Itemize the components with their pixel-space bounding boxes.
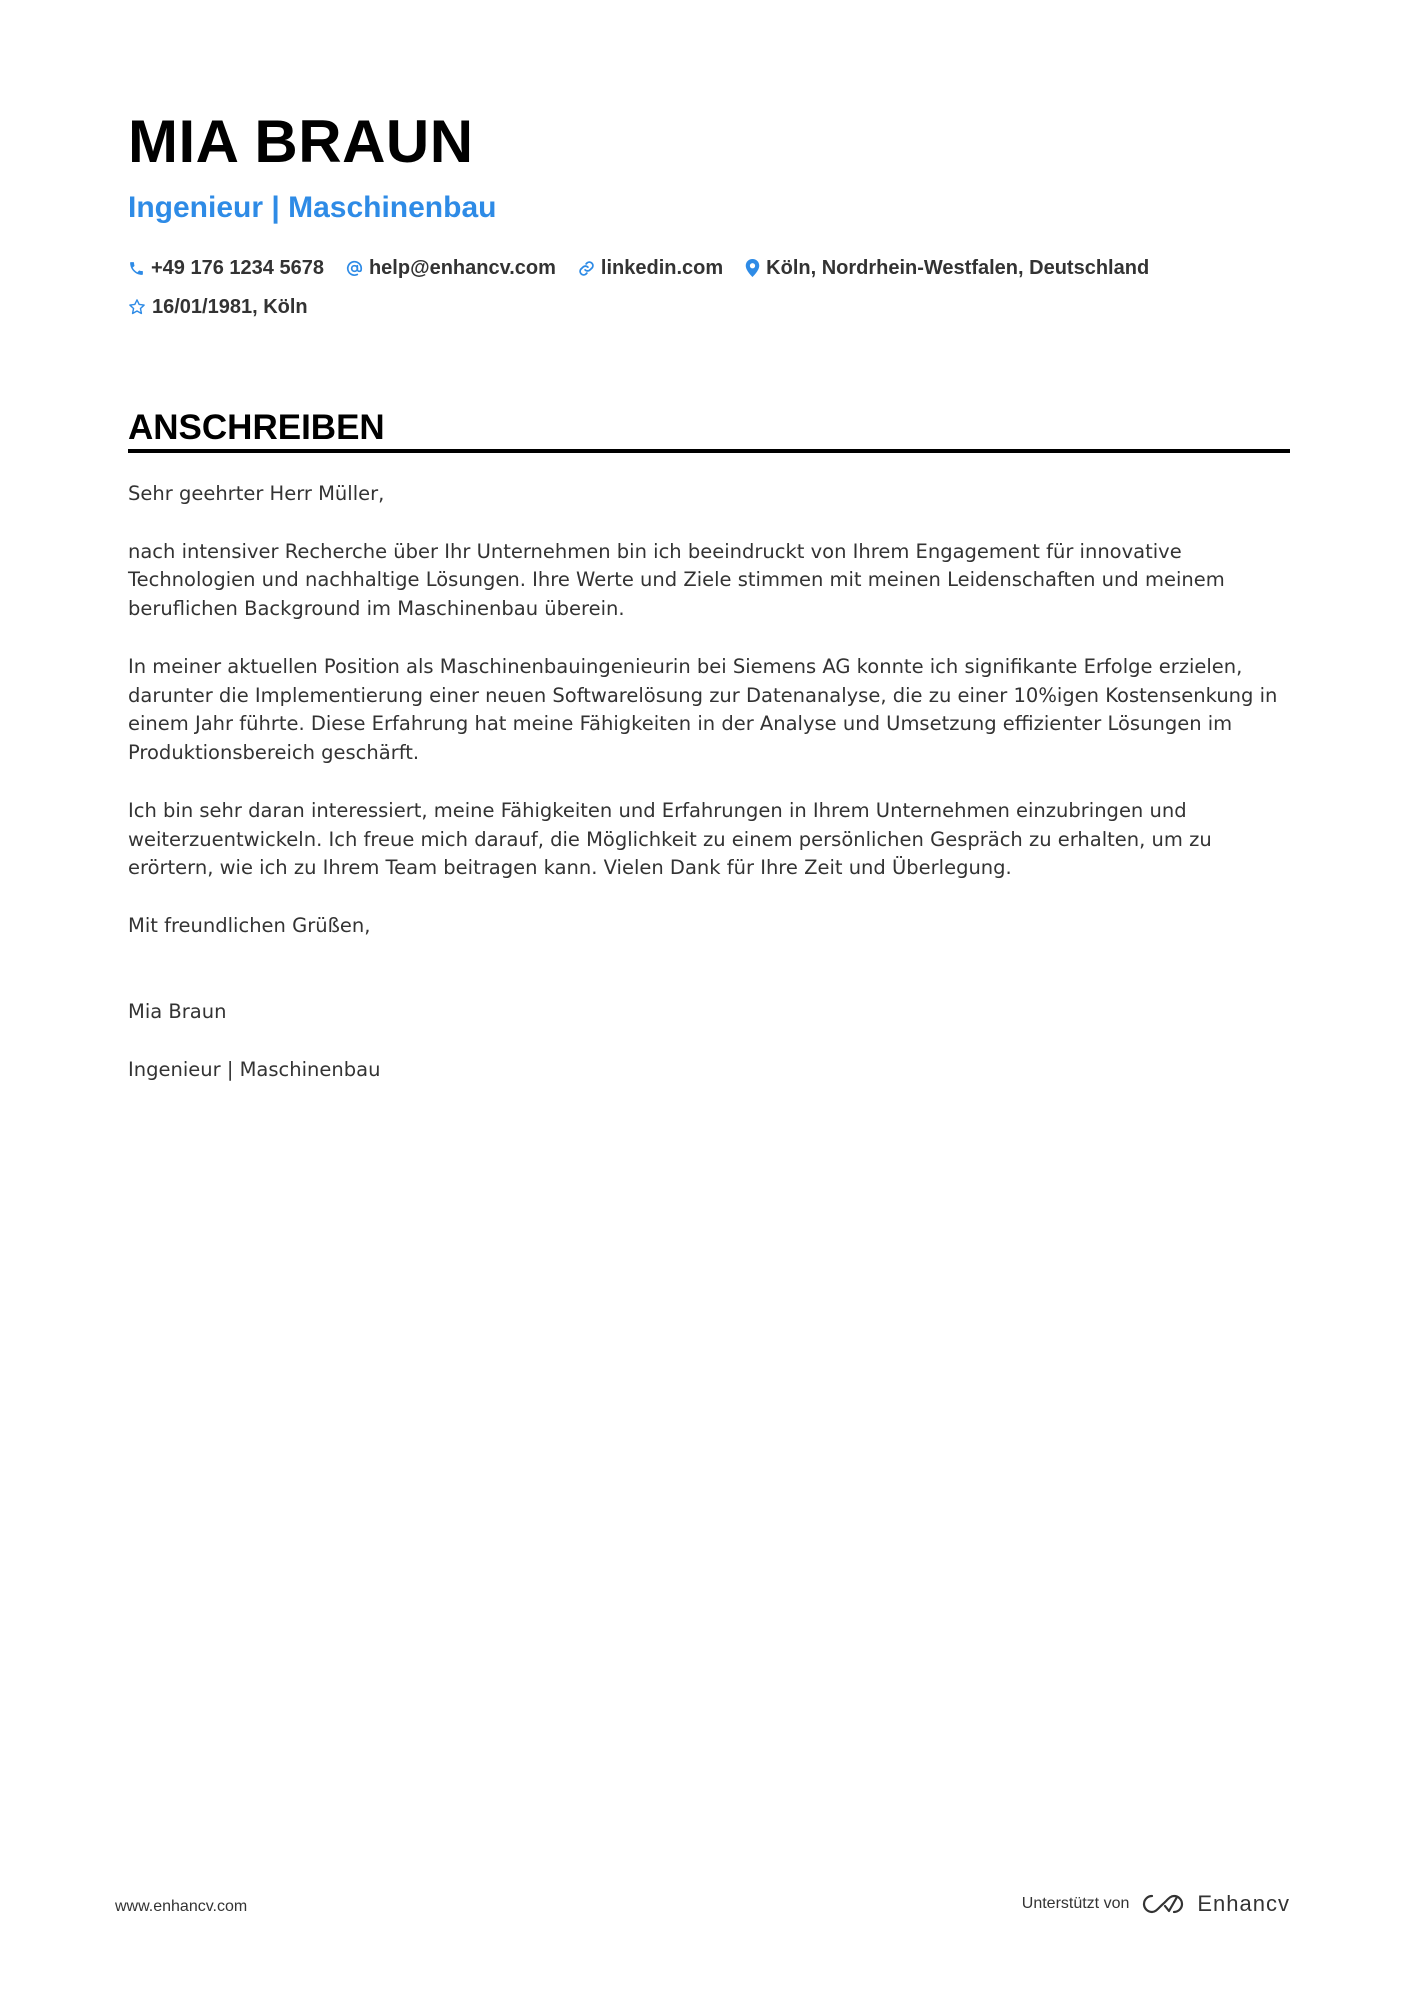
signature-title: Ingenieur | Maschinenbau [128,1057,381,1081]
contact-phone [128,257,324,280]
star-icon [128,298,146,316]
footer-url[interactable]: www.enhancv.com [115,1898,248,1915]
powered-by-label: Unterstützt von [1021,1895,1130,1912]
section-heading: ANSCHREIBEN [128,408,385,447]
signature-name: Mia Braun [128,1000,227,1024]
contact-email-text: help@enhancv.com [368,256,556,279]
powered-by[interactable] [1022,1891,1290,1917]
contact-email[interactable] [346,257,556,280]
letter-salutation: Sehr geehrter Herr Müller, [128,482,385,505]
contact-linkedin-text: linkedin.com [600,256,724,279]
applicant-name: MIA BRAUN [128,108,474,175]
contact-linkedin[interactable] [578,257,723,280]
contact-row [128,295,1290,319]
letter-paragraph: Ich bin sehr daran interessiert, meine Fähigkeiten und Erfahrungen in Ihrem Unternehmen einzubringen und weiterzuentwickeln. Ich freue mich darauf, die Möglichkeit zu einem persönlichen Gespräch zu erhalten, um zu erörtern, wie ich zu Ihrem Team beitragen kann. Vielen Dank für Ihre Zeit und Überlegung. [128,798,1212,880]
contact-location [745,257,1149,280]
contact-location-text: Köln, Nordrhein-Westfalen, Deutschland [766,256,1150,279]
letter-closing: Mit freundlichen Grüßen, [128,913,371,937]
letter-body [128,480,1290,1114]
location-pin-icon [745,259,760,277]
enhancv-logo-icon [1141,1893,1185,1915]
contact-birth-text: 16/01/1981, Köln [152,295,308,318]
letter-paragraph: nach intensiver Recherche über Ihr Unternehmen bin ich beeindruckt von Ihrem Engagement für innovative Technologien und nachhaltige Lösungen. Ihre Werte und Ziele stimmen mit meinen Leidenschaften und meinem beruflichen Background im Maschinenbau überein. [128,539,1225,621]
link-icon [578,260,595,277]
letter-paragraph: In meiner aktuellen Position als Maschinenbauingenieurin bei Siemens AG konnte ich signifikante Erfolge erzielen, darunter die Implementierung einer neuen Softwarelösung zur Datenanalyse, die zu einer 10%igen Kostensenkung in einem Jahr führte. Diese Erfahrung hat meine Fähigkeiten in der Analyse und Umsetzung effizienter Lösungen im Produktionsbereich geschärft. [128,654,1278,765]
phone-icon [128,260,145,277]
section-divider [128,449,1290,453]
enhancv-brand: Enhancv [1197,1891,1290,1916]
applicant-title: Ingenieur | Maschinenbau [128,191,497,224]
contact-info [128,256,1290,334]
at-icon [346,260,363,277]
contact-row [128,256,1290,280]
contact-phone-text: +49 176 1234 5678 [151,256,324,279]
contact-birth [128,296,308,319]
